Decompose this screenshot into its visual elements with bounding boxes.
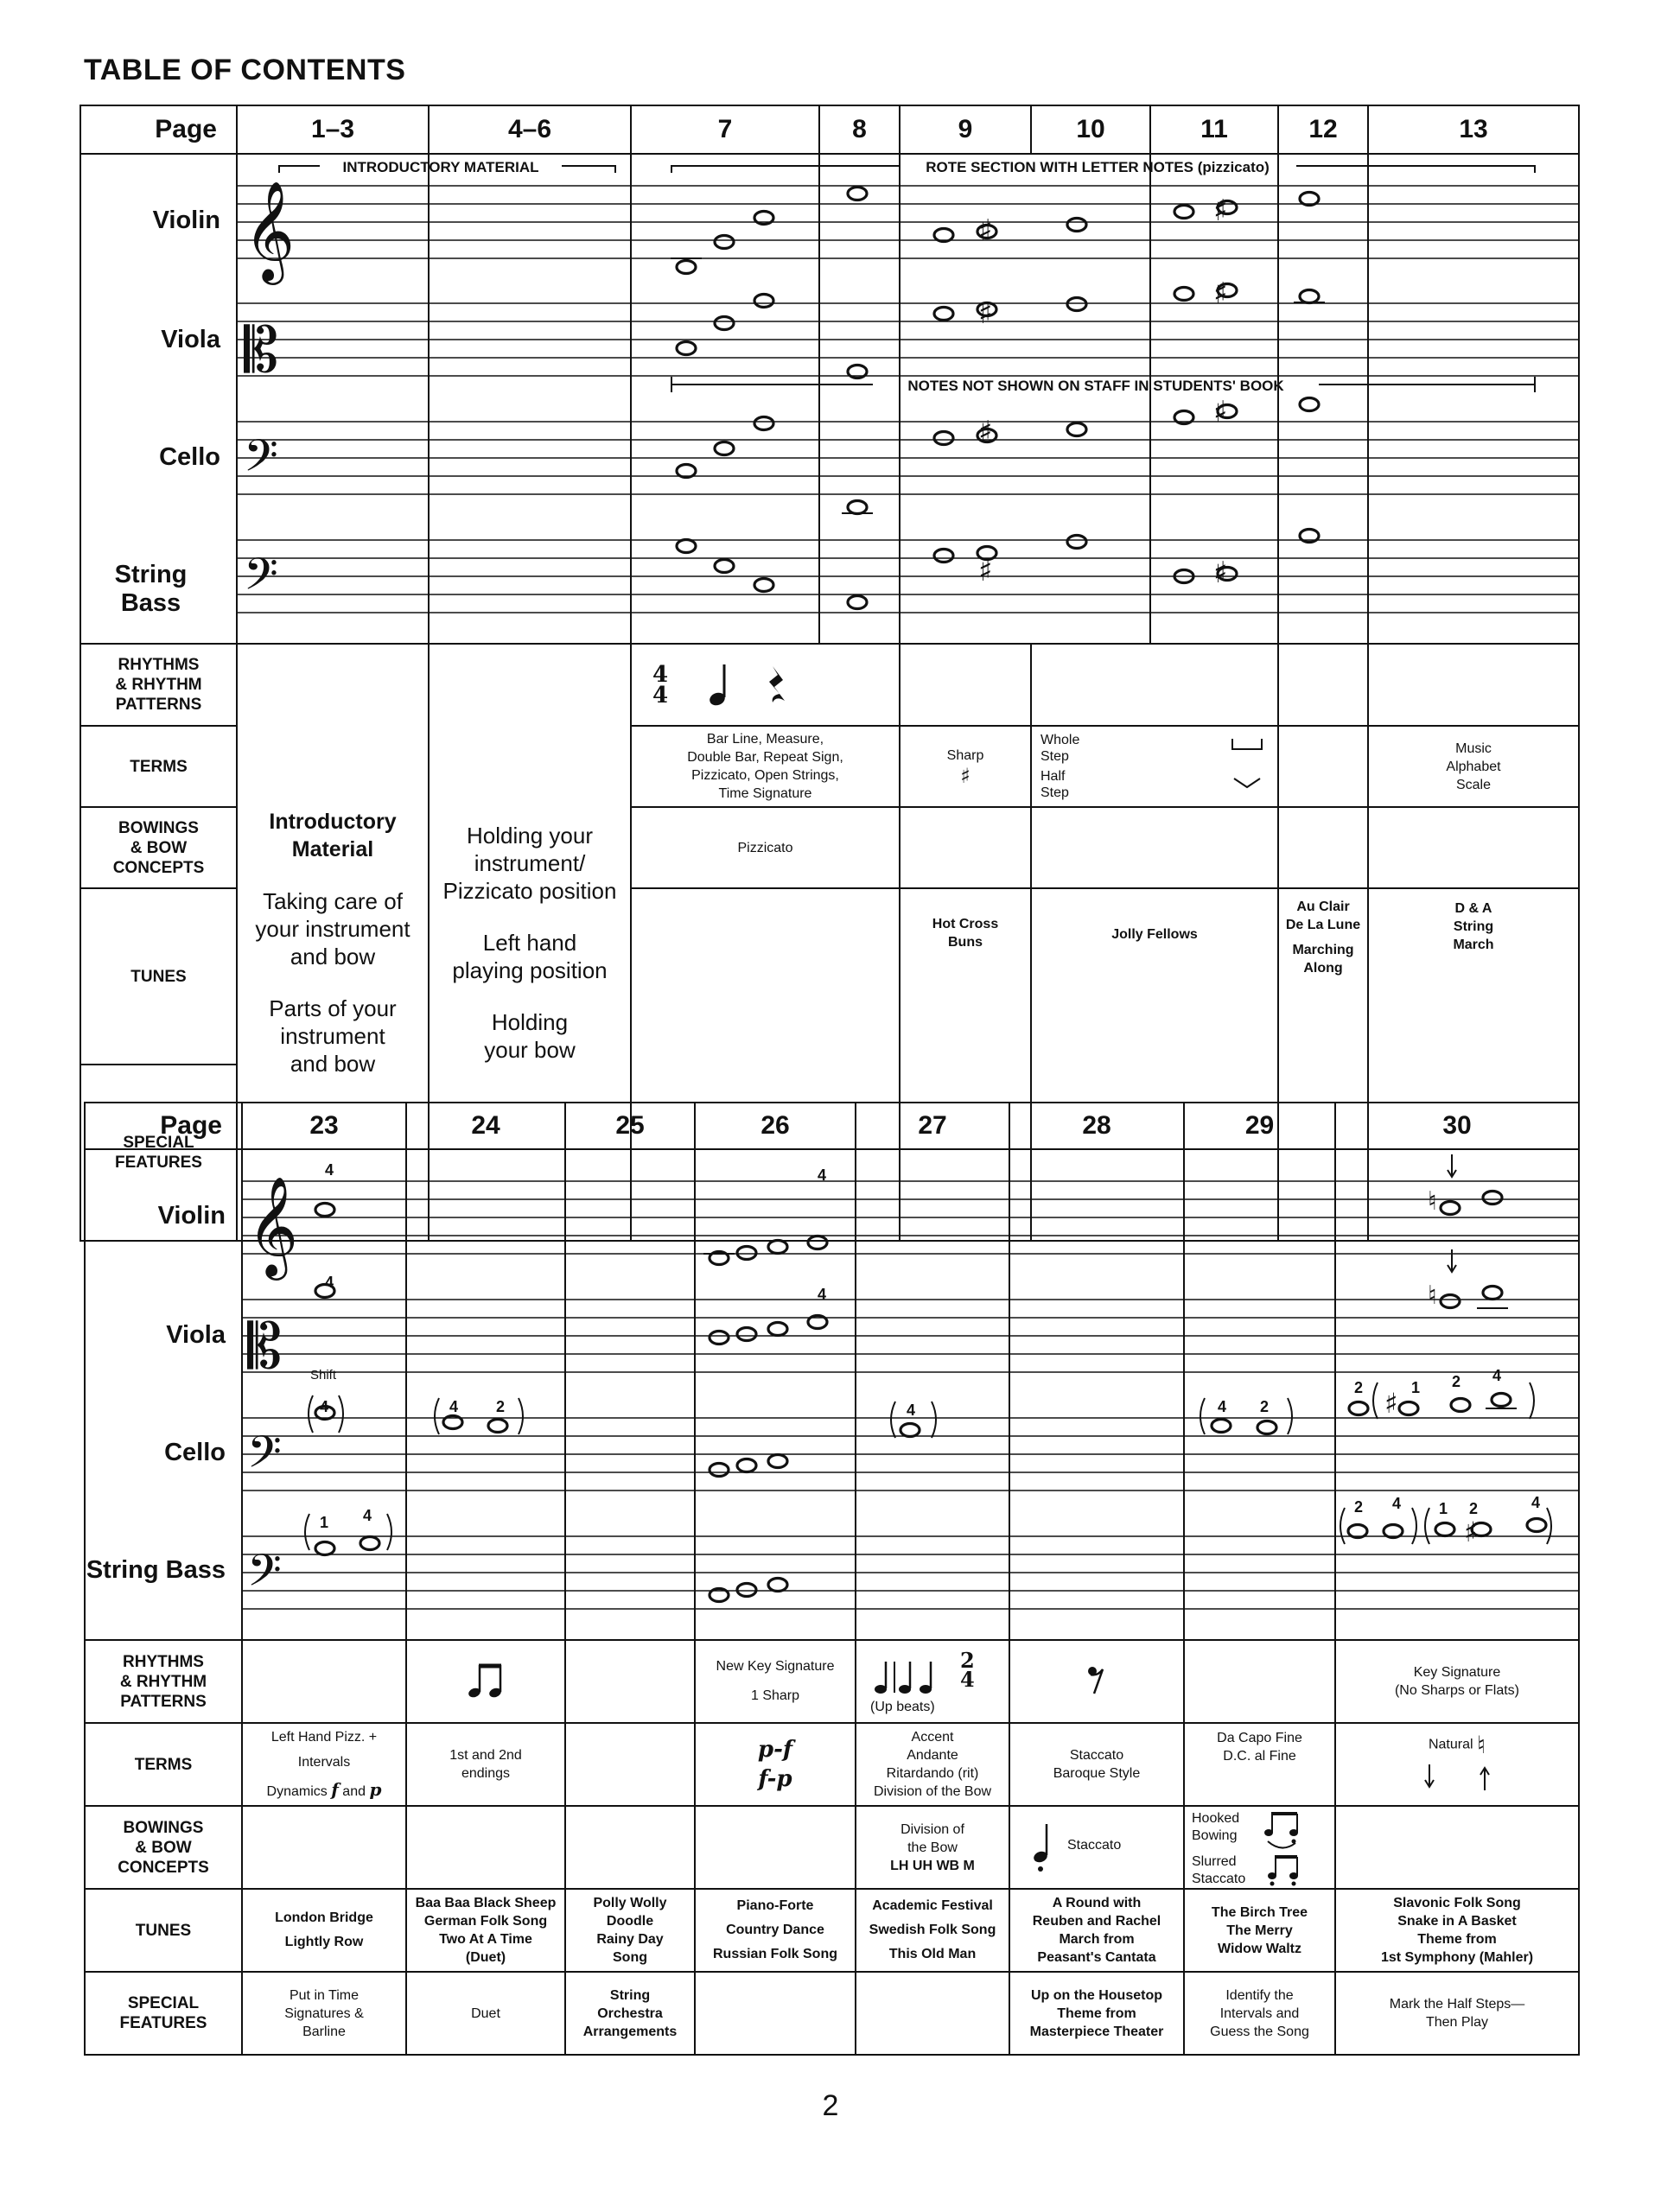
p7-rhythm <box>631 644 900 726</box>
page-col-24: 24 <box>406 1103 565 1149</box>
empty-cell <box>1278 644 1368 726</box>
instrument-cello: Cello <box>164 1439 226 1466</box>
bass-clef-icon: 𝄢 <box>247 1544 282 1607</box>
row-label-rhythms: RHYTHMS & RHYTHM PATTERNS <box>85 1640 242 1723</box>
row-label-special: SPECIAL FEATURES <box>85 1972 242 2055</box>
p7-bowings: Pizzicato <box>631 807 900 888</box>
p23-terms <box>242 1723 406 1806</box>
holding-bow: Holding your bow <box>484 1008 576 1063</box>
staff-cell <box>237 154 429 644</box>
slurred-staccato-label: Slurred Staccato <box>1192 1854 1246 1886</box>
half-step-label: Half Step <box>1041 769 1069 800</box>
row-label-rhythms: RHYTHMS & RHYTHM PATTERNS <box>80 644 237 726</box>
fingering-2: 2 <box>496 1398 506 1415</box>
svg-text:♯: ♯ <box>978 554 993 588</box>
sharp-icon: ♯ <box>960 762 971 788</box>
empty-cell <box>695 1806 856 1889</box>
page-col-7: 7 <box>631 105 819 154</box>
empty-cell <box>242 1640 406 1723</box>
treble-clef-icon: 𝄞 <box>247 1175 299 1276</box>
page-col-4-6: 4–6 <box>429 105 631 154</box>
fingering-4: 4 <box>1492 1367 1502 1384</box>
fingering-1: 1 <box>1439 1500 1448 1517</box>
empty-cell <box>1335 1806 1579 1889</box>
p7-terms: Bar Line, Measure, Double Bar, Repeat Sign, Pizzicato, Open Strings, Time Signature <box>631 726 900 807</box>
page-col-1-3: 1–3 <box>237 105 429 154</box>
upbeats-label: (Up beats) <box>870 1700 935 1714</box>
quarter-notes-upbeat-icon <box>872 1656 958 1700</box>
eighth-rest-icon <box>1084 1662 1110 1697</box>
intro-bracket-label: INTRODUCTORY MATERIAL <box>342 159 539 175</box>
p23-tunes: London Bridge Lightly Row <box>242 1889 406 1972</box>
p29-terms: Da Capo Fine D.C. al Fine <box>1184 1723 1335 1806</box>
fingering-2: 2 <box>1469 1500 1479 1517</box>
p24-terms: 1st and 2nd endings <box>406 1723 565 1806</box>
hooked-bowing-label: Hooked Bowing <box>1192 1811 1240 1843</box>
page-col-28: 28 <box>1009 1103 1184 1149</box>
notes-not-shown-label: NOTES NOT SHOWN ON STAFF IN STUDENTS' BOOK <box>907 378 1284 394</box>
staff-cell <box>695 1149 856 1640</box>
svg-text:♮: ♮ <box>1428 1281 1437 1311</box>
fingering-4: 4 <box>907 1402 916 1419</box>
and-label: and <box>342 1784 366 1799</box>
fingering-2: 2 <box>1354 1379 1364 1396</box>
page-col-29: 29 <box>1184 1103 1335 1149</box>
p30-tunes: Slavonic Folk Song Snake in A Basket Theme from 1st Symphony (Mahler) <box>1335 1889 1579 1972</box>
row-label-terms: TERMS <box>80 726 237 807</box>
staff-cell <box>565 1149 695 1640</box>
empty-cell <box>565 1640 695 1723</box>
bass-clef-icon: 𝄢 <box>244 548 278 611</box>
instrument-labels <box>80 154 237 644</box>
page-col-30: 30 <box>1335 1103 1579 1149</box>
piano-forte-symbol: p-f <box>757 1737 793 1763</box>
svg-text:♯: ♯ <box>978 213 993 248</box>
page-col-9: 9 <box>900 105 1031 154</box>
fingering-4: 4 <box>1531 1494 1541 1511</box>
p24-rhythm <box>406 1640 565 1723</box>
p29-tunes: The Birch Tree The Merry Widow Waltz <box>1184 1889 1335 1972</box>
empty-cell <box>565 1806 695 1889</box>
page-col-8: 8 <box>819 105 900 154</box>
p30-terms <box>1335 1723 1579 1806</box>
row-label-tunes: TUNES <box>85 1889 242 1972</box>
p27-terms: Accent Andante Ritardando (rit) Division of the Bow <box>856 1723 1009 1806</box>
rote-bracket-label: ROTE SECTION WITH LETTER NOTES (pizzicato) <box>926 159 1270 175</box>
fingering-2: 2 <box>1260 1398 1270 1415</box>
p23-terms-line3 <box>243 1775 405 1804</box>
p29-bowings <box>1184 1806 1335 1889</box>
instrument-string-bass: String Bass <box>86 1556 226 1584</box>
p28-special: Up on the Housetop Theme from Masterpiece Theater <box>1009 1972 1184 2055</box>
arrows-down-up-icon <box>1414 1761 1500 1796</box>
p11-tune-2: Marching Along <box>1292 943 1354 976</box>
fingering-4: 4 <box>818 1286 827 1303</box>
page-col-26: 26 <box>695 1103 856 1149</box>
p25-tunes: Polly Wolly Doodle Rainy Day Song <box>565 1889 695 1972</box>
page-col-27: 27 <box>856 1103 1009 1149</box>
empty-cell <box>242 1806 406 1889</box>
quarter-note-and-rest-icon <box>698 659 837 711</box>
p11-tune-1: Au Clair De La Lune <box>1285 899 1361 932</box>
svg-text:♮: ♮ <box>1428 1186 1437 1217</box>
empty-cell <box>1368 807 1579 888</box>
empty-cell <box>1031 644 1278 726</box>
instrument-violin: Violin <box>152 207 220 234</box>
p24-special: Duet <box>406 1972 565 2055</box>
bowing-notation-icon <box>1263 1807 1323 1888</box>
page-col-10: 10 <box>1031 105 1150 154</box>
holding-instrument: Holding your instrument/ Pizzicato position <box>442 822 617 904</box>
page-col-12: 12 <box>1278 105 1368 154</box>
instrument-labels <box>85 1149 242 1640</box>
p23-terms-line2: Intervals <box>297 1755 351 1770</box>
staff-cell <box>1184 1149 1335 1640</box>
staff-cell <box>1278 154 1368 644</box>
p23-terms-line1: Left Hand Pizz. + <box>270 1730 378 1745</box>
p25-special: String Orchestra Arrangements <box>565 1972 695 2055</box>
page-col-25: 25 <box>565 1103 695 1149</box>
svg-text:♯: ♯ <box>1213 556 1228 590</box>
sharp-label: Sharp <box>946 747 984 763</box>
row-label-bowings: BOWINGS & BOW CONCEPTS <box>80 807 237 888</box>
p10-tunes: Jolly Fellows <box>1031 888 1278 1241</box>
empty-cell <box>856 1972 1009 2055</box>
page-number: 2 <box>822 2089 839 2122</box>
staff-cell <box>819 154 900 644</box>
staccato-note-icon <box>1029 1821 1055 1872</box>
whole-step-label: Whole Step <box>1041 733 1080 764</box>
whole-half-step-icon <box>1231 735 1265 796</box>
staff-cell <box>1150 154 1278 644</box>
p23-special: Put in Time Signatures & Barline <box>242 1972 406 2055</box>
p29-special: Identify the Intervals and Guess the Song <box>1184 1972 1335 2055</box>
p9-terms <box>900 726 1031 807</box>
fingering-2: 2 <box>1354 1498 1364 1516</box>
fingering-4: 4 <box>325 1274 334 1291</box>
fingering-1: 1 <box>320 1514 329 1531</box>
staff-cell <box>429 154 631 644</box>
empty-cell <box>900 807 1031 888</box>
dynamics-label: Dynamics <box>266 1784 328 1799</box>
empty-cell <box>695 1972 856 2055</box>
time-signature-4-4: 4 4 <box>652 661 669 709</box>
staff-cell <box>406 1149 565 1640</box>
p28-terms: Staccato Baroque Style <box>1009 1723 1184 1806</box>
forte-symbol: f <box>331 1779 339 1800</box>
svg-text:♯: ♯ <box>1464 1516 1478 1548</box>
row-label-special: SPECIAL FEATURES <box>80 1065 237 1241</box>
empty-cell <box>1368 644 1579 726</box>
staff-cell <box>1335 1149 1579 1640</box>
row-label-terms: TERMS <box>85 1723 242 1806</box>
contents-table-2 <box>84 1102 1580 2056</box>
fingering-4: 4 <box>325 1161 334 1179</box>
staff-cell <box>856 1149 1009 1640</box>
natural-label: Natural <box>1428 1737 1473 1752</box>
instrument-viola: Viola <box>161 326 220 353</box>
staff-cell <box>242 1149 406 1640</box>
forte-piano-symbol: f-p <box>758 1766 792 1792</box>
staff-cell <box>631 154 819 644</box>
fingering-4: 4 <box>1392 1495 1402 1512</box>
p26-tunes: Piano-Forte Country Dance Russian Folk Song <box>695 1889 856 1972</box>
p10-terms <box>1031 726 1278 807</box>
fingering-4: 4 <box>1218 1398 1227 1415</box>
page-header-label: Page <box>85 1103 242 1149</box>
division-of-bow: Division of the Bow <box>901 1821 964 1855</box>
instrument-violin: Violin <box>157 1202 226 1230</box>
bass-clef-icon: 𝄢 <box>244 429 278 493</box>
p27-rhythm <box>856 1640 1009 1723</box>
empty-cell <box>900 644 1031 726</box>
eighth-notes-icon <box>464 1658 507 1701</box>
svg-text:♯: ♯ <box>1213 194 1228 228</box>
p28-bowings <box>1009 1806 1184 1889</box>
empty-cell <box>1278 807 1368 888</box>
page-col-13: 13 <box>1368 105 1579 154</box>
page-title: TABLE OF CONTENTS <box>84 54 406 86</box>
shift-label: Shift <box>309 1368 337 1382</box>
page-header-label: Page <box>80 105 237 154</box>
intro-parts: Parts of your instrument and bow <box>269 995 397 1077</box>
p26-terms <box>695 1723 856 1806</box>
alto-clef-icon: 𝄡 <box>244 314 279 386</box>
natural-icon: ♮ <box>1477 1731 1486 1759</box>
svg-text:♯: ♯ <box>1384 1387 1398 1420</box>
svg-text:♯: ♯ <box>978 296 993 331</box>
fingering-4: 4 <box>818 1166 827 1184</box>
staff-cell <box>900 154 1150 644</box>
svg-text:♯: ♯ <box>1213 276 1228 311</box>
p9-tunes: Hot Cross Buns <box>900 888 1031 1241</box>
bass-clef-icon: 𝄢 <box>247 1426 282 1489</box>
page-col-11: 11 <box>1150 105 1278 154</box>
row-label-tunes: TUNES <box>80 888 237 1065</box>
instrument-cello: Cello <box>159 443 220 471</box>
page-col-23: 23 <box>242 1103 406 1149</box>
row-label-bowings: BOWINGS & BOW CONCEPTS <box>85 1806 242 1889</box>
p30-special: Mark the Half Steps— Then Play <box>1335 1972 1579 2055</box>
p12-terms: Music Alphabet Scale <box>1368 726 1579 807</box>
staff-cell <box>1368 154 1579 644</box>
p24-tunes: Baa Baa Black Sheep German Folk Song Two At A Time (Duet) <box>406 1889 565 1972</box>
treble-clef-icon: 𝄞 <box>244 180 296 281</box>
staccato-label: Staccato <box>1067 1838 1122 1853</box>
fingering-2: 2 <box>1452 1373 1461 1390</box>
empty-cell <box>1031 807 1278 888</box>
intro-care: Taking care of your instrument and bow <box>255 887 410 969</box>
empty-cell <box>565 1723 695 1806</box>
fingering-4: 4 <box>449 1398 459 1415</box>
piano-symbol: p <box>369 1779 382 1800</box>
svg-text:♯: ♯ <box>978 415 993 449</box>
alto-clef-icon: 𝄡 <box>247 1310 283 1382</box>
fingering-1: 1 <box>1411 1379 1421 1396</box>
p12-tunes: D & A String March <box>1368 888 1579 1241</box>
staff-cell <box>1009 1149 1184 1640</box>
empty-cell <box>1184 1640 1335 1723</box>
p30-rhythm: Key Signature (No Sharps or Flats) <box>1335 1640 1579 1723</box>
empty-cell <box>1278 726 1368 807</box>
bow-abbreviations: LH UH WB M <box>890 1858 975 1873</box>
fingering-4: 4 <box>320 1398 329 1415</box>
instrument-string-bass: String Bass <box>114 561 188 617</box>
empty-cell <box>406 1806 565 1889</box>
contents-table-1 <box>80 105 1580 1242</box>
p28-rhythm <box>1009 1640 1184 1723</box>
p27-bowings <box>856 1806 1009 1889</box>
left-hand-position: Left hand playing position <box>452 929 608 983</box>
time-signature-2-4: 2 4 <box>960 1648 975 1692</box>
svg-text:♯: ♯ <box>1213 395 1228 429</box>
fingering-4: 4 <box>363 1507 372 1524</box>
p27-tunes: Academic Festival Swedish Folk Song This Old Man <box>856 1889 1009 1972</box>
intro-title: Introductory Material <box>269 809 397 861</box>
p26-rhythm: New Key Signature 1 Sharp <box>695 1640 856 1723</box>
instrument-viola: Viola <box>166 1321 226 1349</box>
p28-tunes: A Round with Reuben and Rachel March from Peasant's Cantata <box>1009 1889 1184 1972</box>
